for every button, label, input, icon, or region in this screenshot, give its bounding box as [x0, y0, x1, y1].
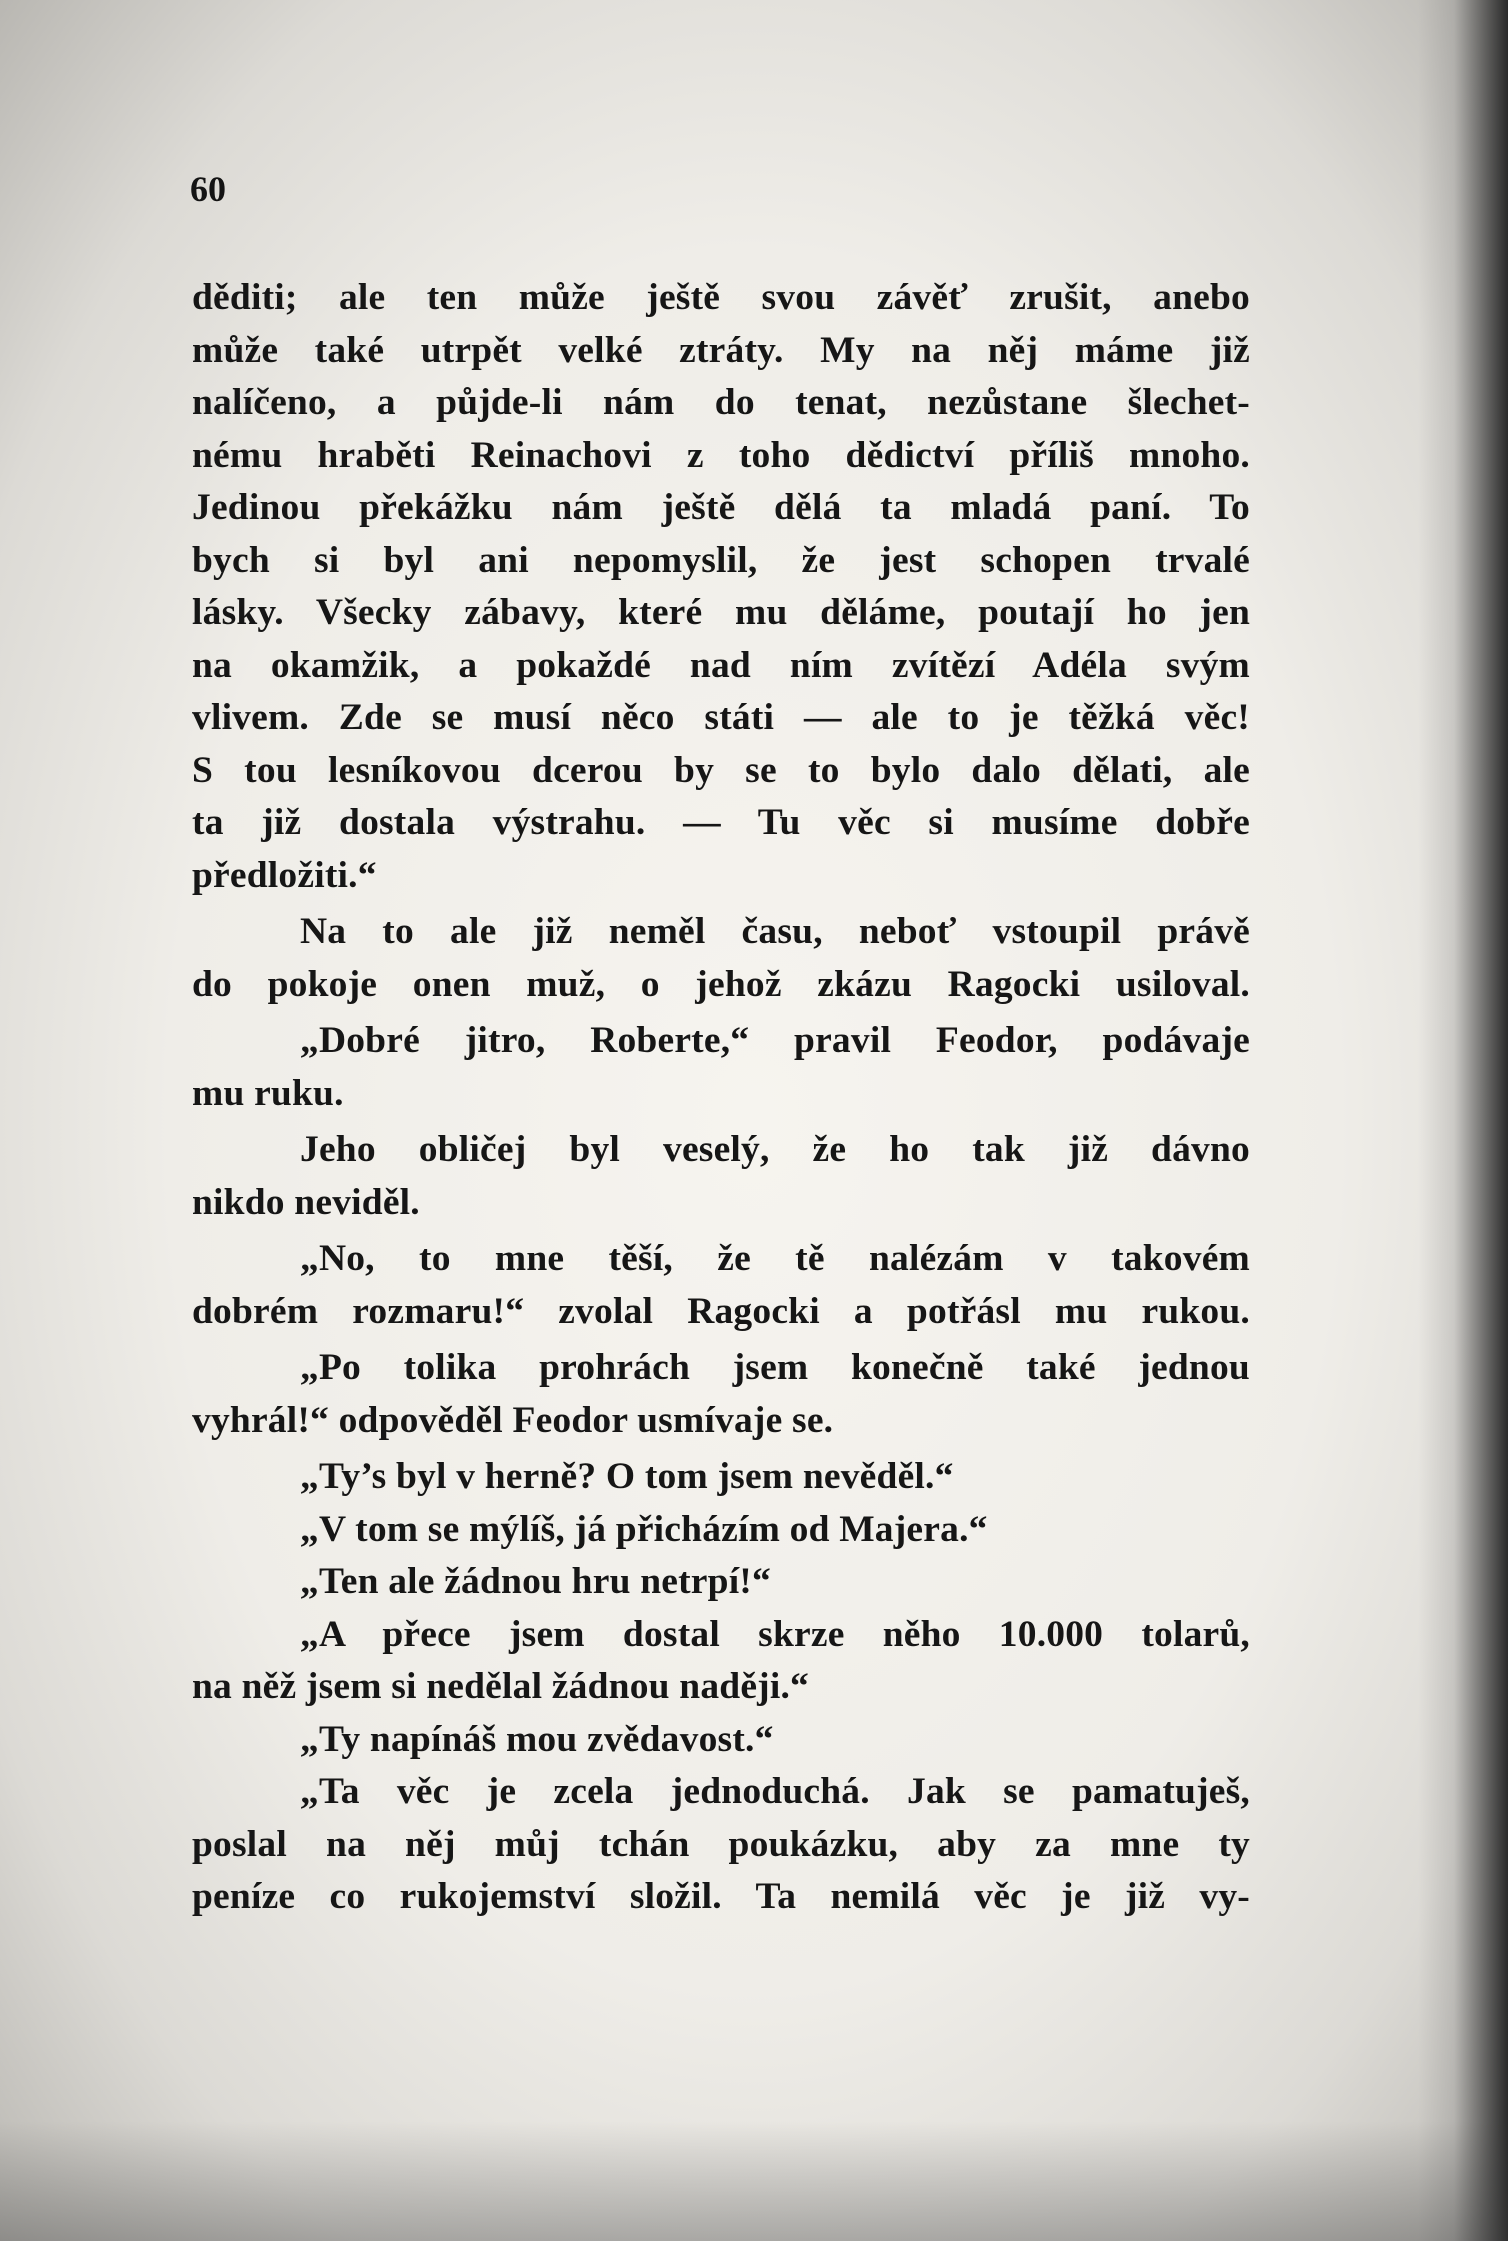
page-bottom-shadow [0, 2121, 1508, 2241]
text-line: nalíčeno, a půjde-li nám do tenat, nezůstane šlechet- [192, 382, 1250, 423]
text-line: bych si byl ani nepomyslil, že jest schopen trvalé [192, 539, 1250, 581]
text-line: S tou lesníkovou dcerou by se to bylo dalo dělati, ale [192, 749, 1250, 791]
text-line: na něž jsem si nedělal žádnou naději.“ [192, 1666, 810, 1707]
text-line: dobrém rozmaru!“ zvolal Ragocki a potřásl mu rukou. [192, 1290, 1250, 1332]
text-line: může také utrpět velké ztráty. My na něj máme již [192, 329, 1250, 371]
dialogue-line: „Ty’s byl v herně? O tom jsem nevěděl.“ [300, 1456, 954, 1497]
text-line: do pokoje onen muž, o jehož zkázu Ragocki usiloval. [192, 963, 1250, 1005]
paragraph-start: „Po tolika prohrách jsem konečně také jednou [300, 1347, 1250, 1388]
text-line: Jedinou překážku nám ještě dělá ta mladá paní. To [192, 487, 1250, 528]
text-line: peníze co rukojemství složil. Ta nemilá věc je již vy- [192, 1876, 1250, 1917]
dialogue-line: „V tom se mýlíš, já přicházím od Majera.“ [300, 1508, 988, 1550]
paragraph-start: „A přece jsem dostal skrze něho 10.000 tolarů, [300, 1613, 1250, 1655]
text-line: vlivem. Zde se musí něco státi — ale to je těžká věc! [192, 697, 1250, 738]
text-line: děditi; ale ten může ještě svou závěť zrušit, anebo [192, 277, 1250, 318]
text-line: předložiti.“ [192, 854, 377, 896]
page-edge-shadow [1418, 0, 1508, 2241]
text-line: na okamžik, a pokaždé nad ním zvítězí Adéla svým [192, 644, 1250, 686]
dialogue-line: „Ty napínáš mou zvědavost.“ [300, 1718, 774, 1760]
text-line: poslal na něj můj tchán poukázku, aby za mne ty [192, 1823, 1250, 1865]
dialogue-line: „Ten ale žádnou hru netrpí!“ [300, 1561, 771, 1602]
paragraph-start: „Ta věc je zcela jednoduchá. Jak se pamatuješ, [300, 1771, 1250, 1812]
paragraph-start: Na to ale již neměl času, neboť vstoupil právě [300, 911, 1250, 952]
text-line: lásky. Všecky zábavy, které mu děláme, poutají ho jen [192, 592, 1250, 633]
text-line: ta již dostala výstrahu. — Tu věc si musíme dobře [192, 802, 1250, 843]
page-number: 60 [190, 169, 226, 209]
text-line: mu ruku. [192, 1072, 344, 1114]
paragraph-start: Jeho obličej byl veselý, že ho tak již dávno [300, 1129, 1250, 1170]
text-line: nikdo neviděl. [192, 1181, 420, 1223]
body-text [192, 272, 1250, 1924]
paragraph-start: „Dobré jitro, Roberte,“ pravil Feodor, podávaje [300, 1020, 1250, 1061]
text-line: vyhrál!“ odpověděl Feodor usmívaje se. [192, 1399, 834, 1441]
paragraph-start: „No, to mne těší, že tě nalézám v takovém [300, 1238, 1250, 1279]
text-line: nému hraběti Reinachovi z toho dědictví příliš mnoho. [192, 434, 1250, 476]
